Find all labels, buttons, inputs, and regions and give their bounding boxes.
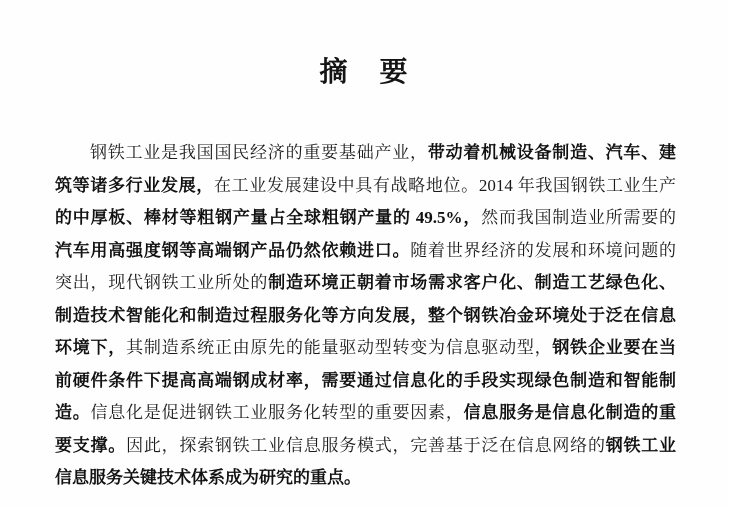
abstract-text-bold: 信息服务是信息化制造的重 (463, 403, 677, 422)
abstract-line (55, 137, 676, 170)
abstract-line (55, 462, 676, 495)
abstract-text-bold: 钢铁企业要在当 (552, 338, 677, 357)
abstract-text: 随着世界经济的发展和环境问题的 (410, 240, 677, 260)
abstract-text-bold: 制造技术智能化和制造过程服务化等方向发展，整个钢铁冶金环境处于泛在信息 (55, 305, 676, 325)
abstract-text-bold: 信息服务关键技术体系成为研究的重点。 (55, 468, 361, 487)
abstract-line (55, 170, 676, 203)
abstract-text: 在工业发展建设中具有战略地位。2014 年我国钢铁工业生产 (213, 175, 677, 195)
abstract-line (55, 365, 676, 398)
page-title: 摘 要 (319, 57, 410, 88)
abstract-body (55, 137, 676, 495)
abstract-line (55, 202, 676, 235)
abstract-line (55, 430, 676, 463)
abstract-text-bold: 造。 (55, 403, 91, 422)
abstract-text-bold: 要支撑。 (55, 435, 127, 455)
abstract-text: 突出，现代钢铁工业所处的 (55, 273, 269, 292)
abstract-text-bold: 汽车用高强度钢等高端钢产品仍然依赖进口。 (55, 240, 411, 260)
abstract-text: 信息化是促进钢铁工业服务化转型的重要因素， (90, 403, 464, 422)
abstract-line (55, 267, 676, 300)
abstract-line (55, 300, 676, 333)
abstract-text: 因此，探索钢铁工业信息服务模式，完善基于泛在信息网络的 (126, 435, 606, 455)
abstract-text-bold: 的中厚板、棒材等粗钢产量占全球粗钢产量的 49.5%， (55, 208, 482, 227)
abstract-text: 其制造系统正由原先的能量驱动型转变为信息驱动型， (126, 338, 553, 357)
abstract-line (55, 332, 676, 365)
abstract-text-bold: 环境下， (55, 338, 127, 357)
abstract-line (55, 235, 676, 268)
abstract-text-bold: 钢铁工业 (605, 435, 677, 455)
abstract-text-bold: 制造环境正朝着市场需求客户化、制造工艺绿色化、 (268, 273, 677, 292)
abstract-text-bold: 前硬件条件下提高高端钢成材率，需要通过信息化的手段实现绿色制造和智能制 (55, 370, 676, 390)
abstract-text-bold: 带动着机械设备制造、汽车、建 (427, 143, 676, 162)
abstract-text: 然而我国制造业所需要的 (481, 208, 677, 227)
abstract-text-bold: 筑等诸多行业发展， (55, 175, 214, 195)
abstract-line (55, 397, 676, 430)
abstract-text: 钢铁工业是我国国民经济的重要基础产业， (90, 143, 428, 162)
